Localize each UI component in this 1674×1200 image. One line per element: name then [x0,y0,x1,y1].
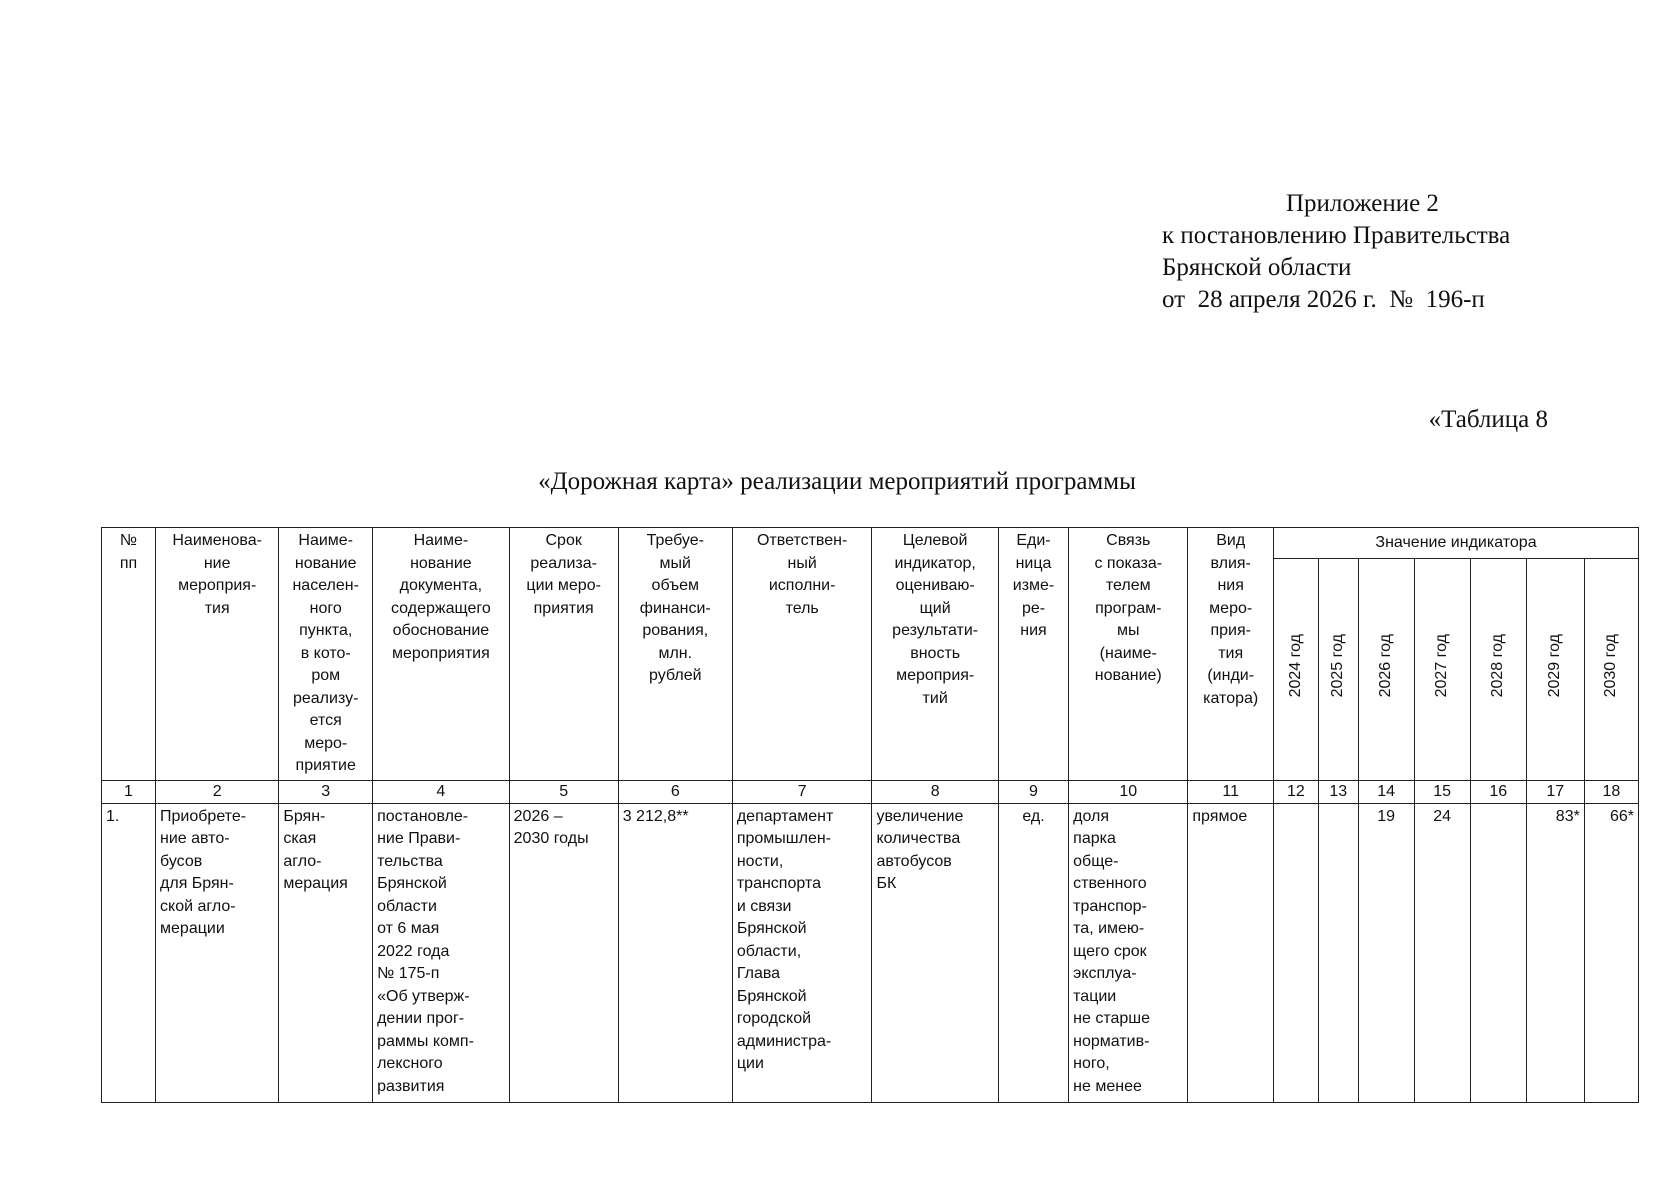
cell-program-link: доля парка обще- ственного транспор- та, имею- щего срок эксплуа- тации не старше норматив- ного, не менее [1069,803,1188,1102]
col-header-indicator: Целевой индикатор, оцениваю- щий результати- вность мероприя- тий [872,528,998,781]
year-label: 2028 год [1488,633,1506,698]
column-number: 14 [1358,780,1414,803]
column-number: 17 [1526,780,1584,803]
cell-influence: прямое [1188,803,1274,1102]
year-header-2025 [1318,559,1358,780]
column-number: 2 [156,780,279,803]
year-label: 2024 год [1286,633,1304,698]
appendix-line: от 28 апреля 2026 г. № 196-п [1162,286,1485,313]
cell-value-2024 [1274,803,1319,1102]
cell-document: постановле- ние Прави- тельства Брянской области от 6 мая 2022 года № 175-п «Об утверж- дении прог- раммы комп- лексного развития [373,803,510,1102]
cell-unit: ед. [998,803,1068,1102]
col-header-event-name: Наименова- ние мероприя- тия [156,528,279,781]
cell-value-2025 [1318,803,1358,1102]
column-number: 3 [279,780,373,803]
column-number: 9 [998,780,1068,803]
col-header-funding: Требуе- мый объем финанси- рования, млн. рублей [618,528,732,781]
column-number: 1 [102,780,156,803]
year-header-2026 [1358,559,1414,780]
cell-term: 2026 – 2030 годы [509,803,618,1102]
cell-value-2026: 19 [1358,803,1414,1102]
cell-value-2027: 24 [1414,803,1470,1102]
appendix-line: к постановлению Правительства [1162,222,1511,249]
year-header-2029 [1526,559,1584,780]
year-header-2030 [1584,559,1638,780]
year-header-2024 [1274,559,1319,780]
appendix-line: Приложение 2 [1286,190,1439,217]
year-header-2027 [1414,559,1470,780]
cell-responsible: департамент промышлен- ности, транспорта и связи Брянской области, Глава Брянской городской администра- ции [732,803,872,1102]
year-label: 2025 год [1328,633,1346,698]
year-label: 2027 год [1432,633,1450,698]
cell-indicator: увеличение количества автобусов БК [872,803,998,1102]
cell-funding: 3 212,8** [618,803,732,1102]
col-header-indicator-values: Значение индикатора [1274,528,1639,559]
column-numbers-row [102,780,1639,803]
roadmap-table [101,527,1639,1103]
year-label: 2029 год [1546,633,1564,698]
column-number: 16 [1470,780,1526,803]
column-number: 7 [732,780,872,803]
column-number: 15 [1414,780,1470,803]
cell-locality: Брян- ская агло- мерация [279,803,373,1102]
col-header-document: Наиме- нование документа, содержащего обоснование мероприятия [373,528,510,781]
table-row [102,803,1639,1102]
column-number: 11 [1188,780,1274,803]
header-row [102,528,1639,559]
column-number: 4 [373,780,510,803]
column-number: 12 [1274,780,1319,803]
document-title: «Дорожная карта» реализации мероприятий программы [538,468,1136,495]
year-label: 2026 год [1376,633,1394,698]
year-label: 2030 год [1602,633,1620,698]
table-label: «Таблица 8 [1428,406,1548,433]
cell-number: 1. [102,803,156,1102]
cell-value-2029: 83* [1526,803,1584,1102]
col-header-program-link: Связь с показа- телем програм- мы (наиме- нование) [1069,528,1188,781]
col-header-influence: Вид влия- ния меро- прия- тия (инди- катора) [1188,528,1274,781]
column-number: 10 [1069,780,1188,803]
column-number: 13 [1318,780,1358,803]
column-number: 18 [1584,780,1638,803]
cell-event-name: Приобрете- ние авто- бусов для Брян- ской агло- мерации [156,803,279,1102]
cell-value-2030: 66* [1584,803,1638,1102]
appendix-reference [1162,188,1510,316]
appendix-line: Брянской области [1162,254,1352,281]
col-header-term: Срок реализа- ции меро- приятия [509,528,618,781]
col-header-locality: Наиме- нование населен- ного пункта, в кото- ром реализу- ется меро- приятие [279,528,373,781]
column-number: 5 [509,780,618,803]
cell-value-2028 [1470,803,1526,1102]
col-header-unit: Еди- ница изме- ре- ния [998,528,1068,781]
column-number: 8 [872,780,998,803]
year-header-2028 [1470,559,1526,780]
col-header-responsible: Ответствен- ный исполни- тель [732,528,872,781]
column-number: 6 [618,780,732,803]
col-header-number: № пп [102,528,156,781]
